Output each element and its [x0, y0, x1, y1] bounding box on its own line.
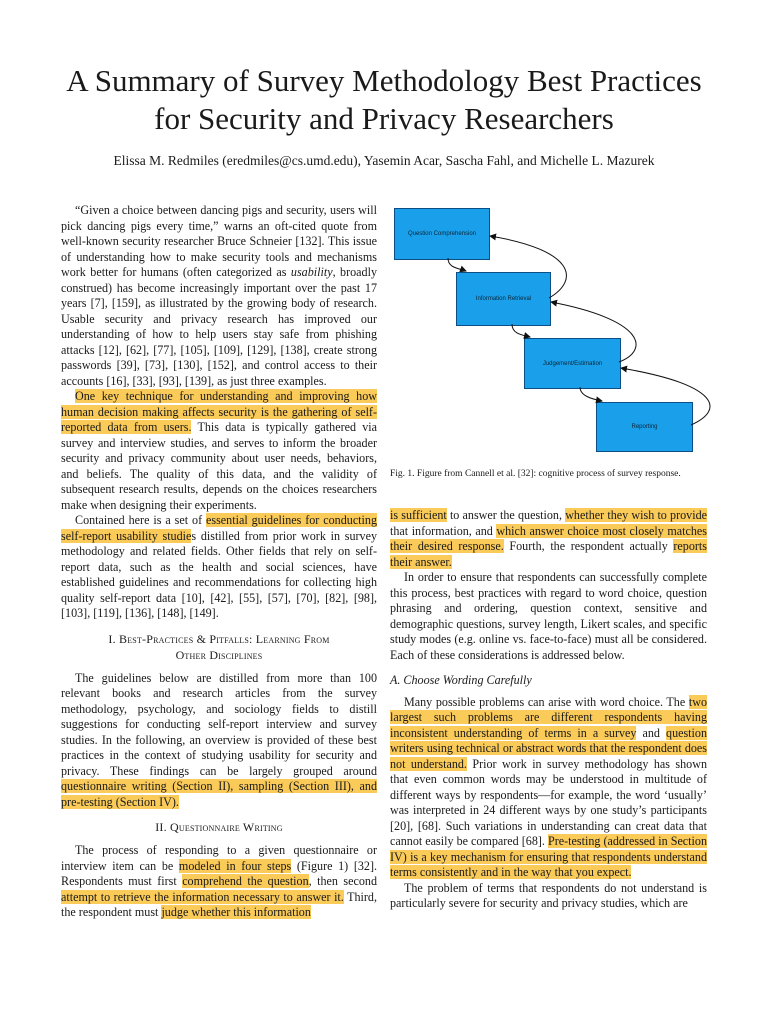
paragraph: The process of responding to a given questionnaire or interview item can be modeled in four steps (Figure 1) [32]. Respondents must first comprehend the question, then second attempt to retrieve the information necessary to answer it. Third, the respondent must judge whether this information — [61, 843, 377, 919]
paragraph: is sufficient to answer the question, whether they wish to provide that information, and which answer choice most closely matches their desired response. Fourth, the respondent actually reports their answer. — [390, 508, 707, 569]
paragraph: “Given a choice between dancing pigs and security, users will pick dancing pigs every time,” warns an oft-cited quote from well-known security researcher Bruce Schneier [132]. This issue of understanding how to make security tools and mechanisms work better for humans (often categorized as usability, broadly construed) has become increasingly important over the past 17 years [7], [159], as illustrated by the growing body of research. Usable security and privacy research has improved our understanding of how to help users stay safe from phishing attacks [12], [62], [77], [105], [109], [129], [138], create strong passwords [39], [73], [130], [152], and control access to their accounts [16], [33], [93], [139], as just three examples. — [61, 203, 377, 388]
highlight: modeled in four steps — [178, 858, 292, 873]
highlight: question writers using technical or abstract words that the respondent does not understand. — [390, 725, 707, 771]
highlight: One key technique for understanding and improving how human decision making affects security is the gathering of self-reported data from users. — [61, 389, 377, 434]
section-heading-2: II. Questionnaire Writing — [155, 820, 283, 834]
section-heading-1: I. Best-Practices & Pitfalls: Learning From Other Disciplines — [108, 631, 330, 662]
paragraph: The problem of terms that respondents do not understand is particularly severe for security and privacy studies, which are — [390, 880, 707, 910]
highlight: two largest such problems are different respondents having inconsistent understanding of terms in a survey — [390, 694, 707, 740]
highlight: questionnaire writing (Section II), sampling (Section III), and pre-testing (Section IV). — [61, 779, 377, 809]
highlight: which answer choice most closely matches their desired response. — [390, 523, 707, 553]
highlight: judge whether this information — [161, 905, 311, 919]
highlight: is sufficient — [390, 508, 447, 522]
highlight: reports their answer. — [390, 539, 707, 569]
highlight: whether they wish to provide — [565, 508, 707, 522]
left-column — [61, 203, 377, 921]
right-column — [390, 508, 707, 912]
paragraph: One key technique for understanding and improving how human decision making affects security is the gathering of self-reported data from users. This data is typically gathered via survey and interview studies, and serves to inform the broader security and privacy community about user needs, behaviors, and beliefs. The quality of this data, and the validity of subsequent research results, depends on the choices researchers make when designing their experiments. — [61, 389, 378, 512]
highlight: comprehend the question — [182, 874, 309, 888]
figure-box-reporting: Reporting — [596, 402, 693, 452]
figure-box-question-comprehension: Question Comprehension — [394, 208, 490, 260]
paragraph: Many possible problems can arise with word choice. The two largest such problems are different respondents having inconsistent understanding of terms in a survey and question writers using technical or abstract words that the respondent does not understand. Prior work in survey methodology has shown that even common words may be understood in multitude of different ways by respondents—for example, the word ‘usually’ was interpreted in 24 different ways by one study’s participants [20], [68]. Such variations in understanding can creat data that cannot easily be compared [68]. Pre-testing (addressed in Section IV) is a key mechanism for ensuring that respondents understand terms consistently and in the way that you expect. — [390, 694, 707, 879]
subsection-heading-a: A. Choose Wording Carefully — [390, 673, 532, 687]
paper-title: A Summary of Survey Methodology Best Practices for Security and Privacy Researchers — [66, 63, 702, 136]
author-list: Elissa M. Redmiles (eredmiles@cs.umd.edu), Yasemin Acar, Sascha Fahl, and Michelle L. Mazurek — [113, 153, 655, 168]
highlight: essential guidelines for conducting self-report usability studie — [61, 513, 378, 543]
paragraph: The guidelines below are distilled from more than 100 relevant books and research articles from the survey methodology, psychology, and sociology fields to distill suggestions for conducting self-report interview and survey studies. In the following, an overview is provided of these best practices in the context of studying usability for security and privacy. These findings can be largely grouped around questionnaire writing (Section II), sampling (Section III), and pre-testing (Section IV). — [61, 670, 377, 809]
paragraph: Contained here is a set of essential guidelines for conducting self-report usability studies distilled from prior work in survey methodology and related fields. Other fields that rely on self-report data, such as the health and social sciences, have established guidelines and recommendations for collecting high quality self-report data [10], [42], [55], [57], [70], [82], [98], [103], [119], [136], [148], [149]. — [61, 513, 378, 620]
figure-caption: Fig. 1. Figure from Cannell et al. [32]: cognitive process of survey response. — [390, 469, 681, 479]
highlight: Pre-testing (addressed in Section IV) is a key mechanism for ensuring that respondents understand terms consistently and in the way that you expect. — [390, 834, 707, 879]
figure-box-judgement-estimation: Judgement/Estimation — [524, 338, 621, 389]
figure-box-information-retrieval: Information Retrieval — [456, 272, 551, 326]
paragraph: In order to ensure that respondents can successfully complete this process, best practices with regard to word choice, question phrasing and ordering, question context, sensitive and demographic questions, survey length, Likert scales, and specific study modes (e.g. online vs. face-to-face) must all be considered. Each of these considerations is addressed below. — [390, 570, 707, 662]
highlight: attempt to retrieve the information necessary to answer it. — [61, 889, 344, 904]
